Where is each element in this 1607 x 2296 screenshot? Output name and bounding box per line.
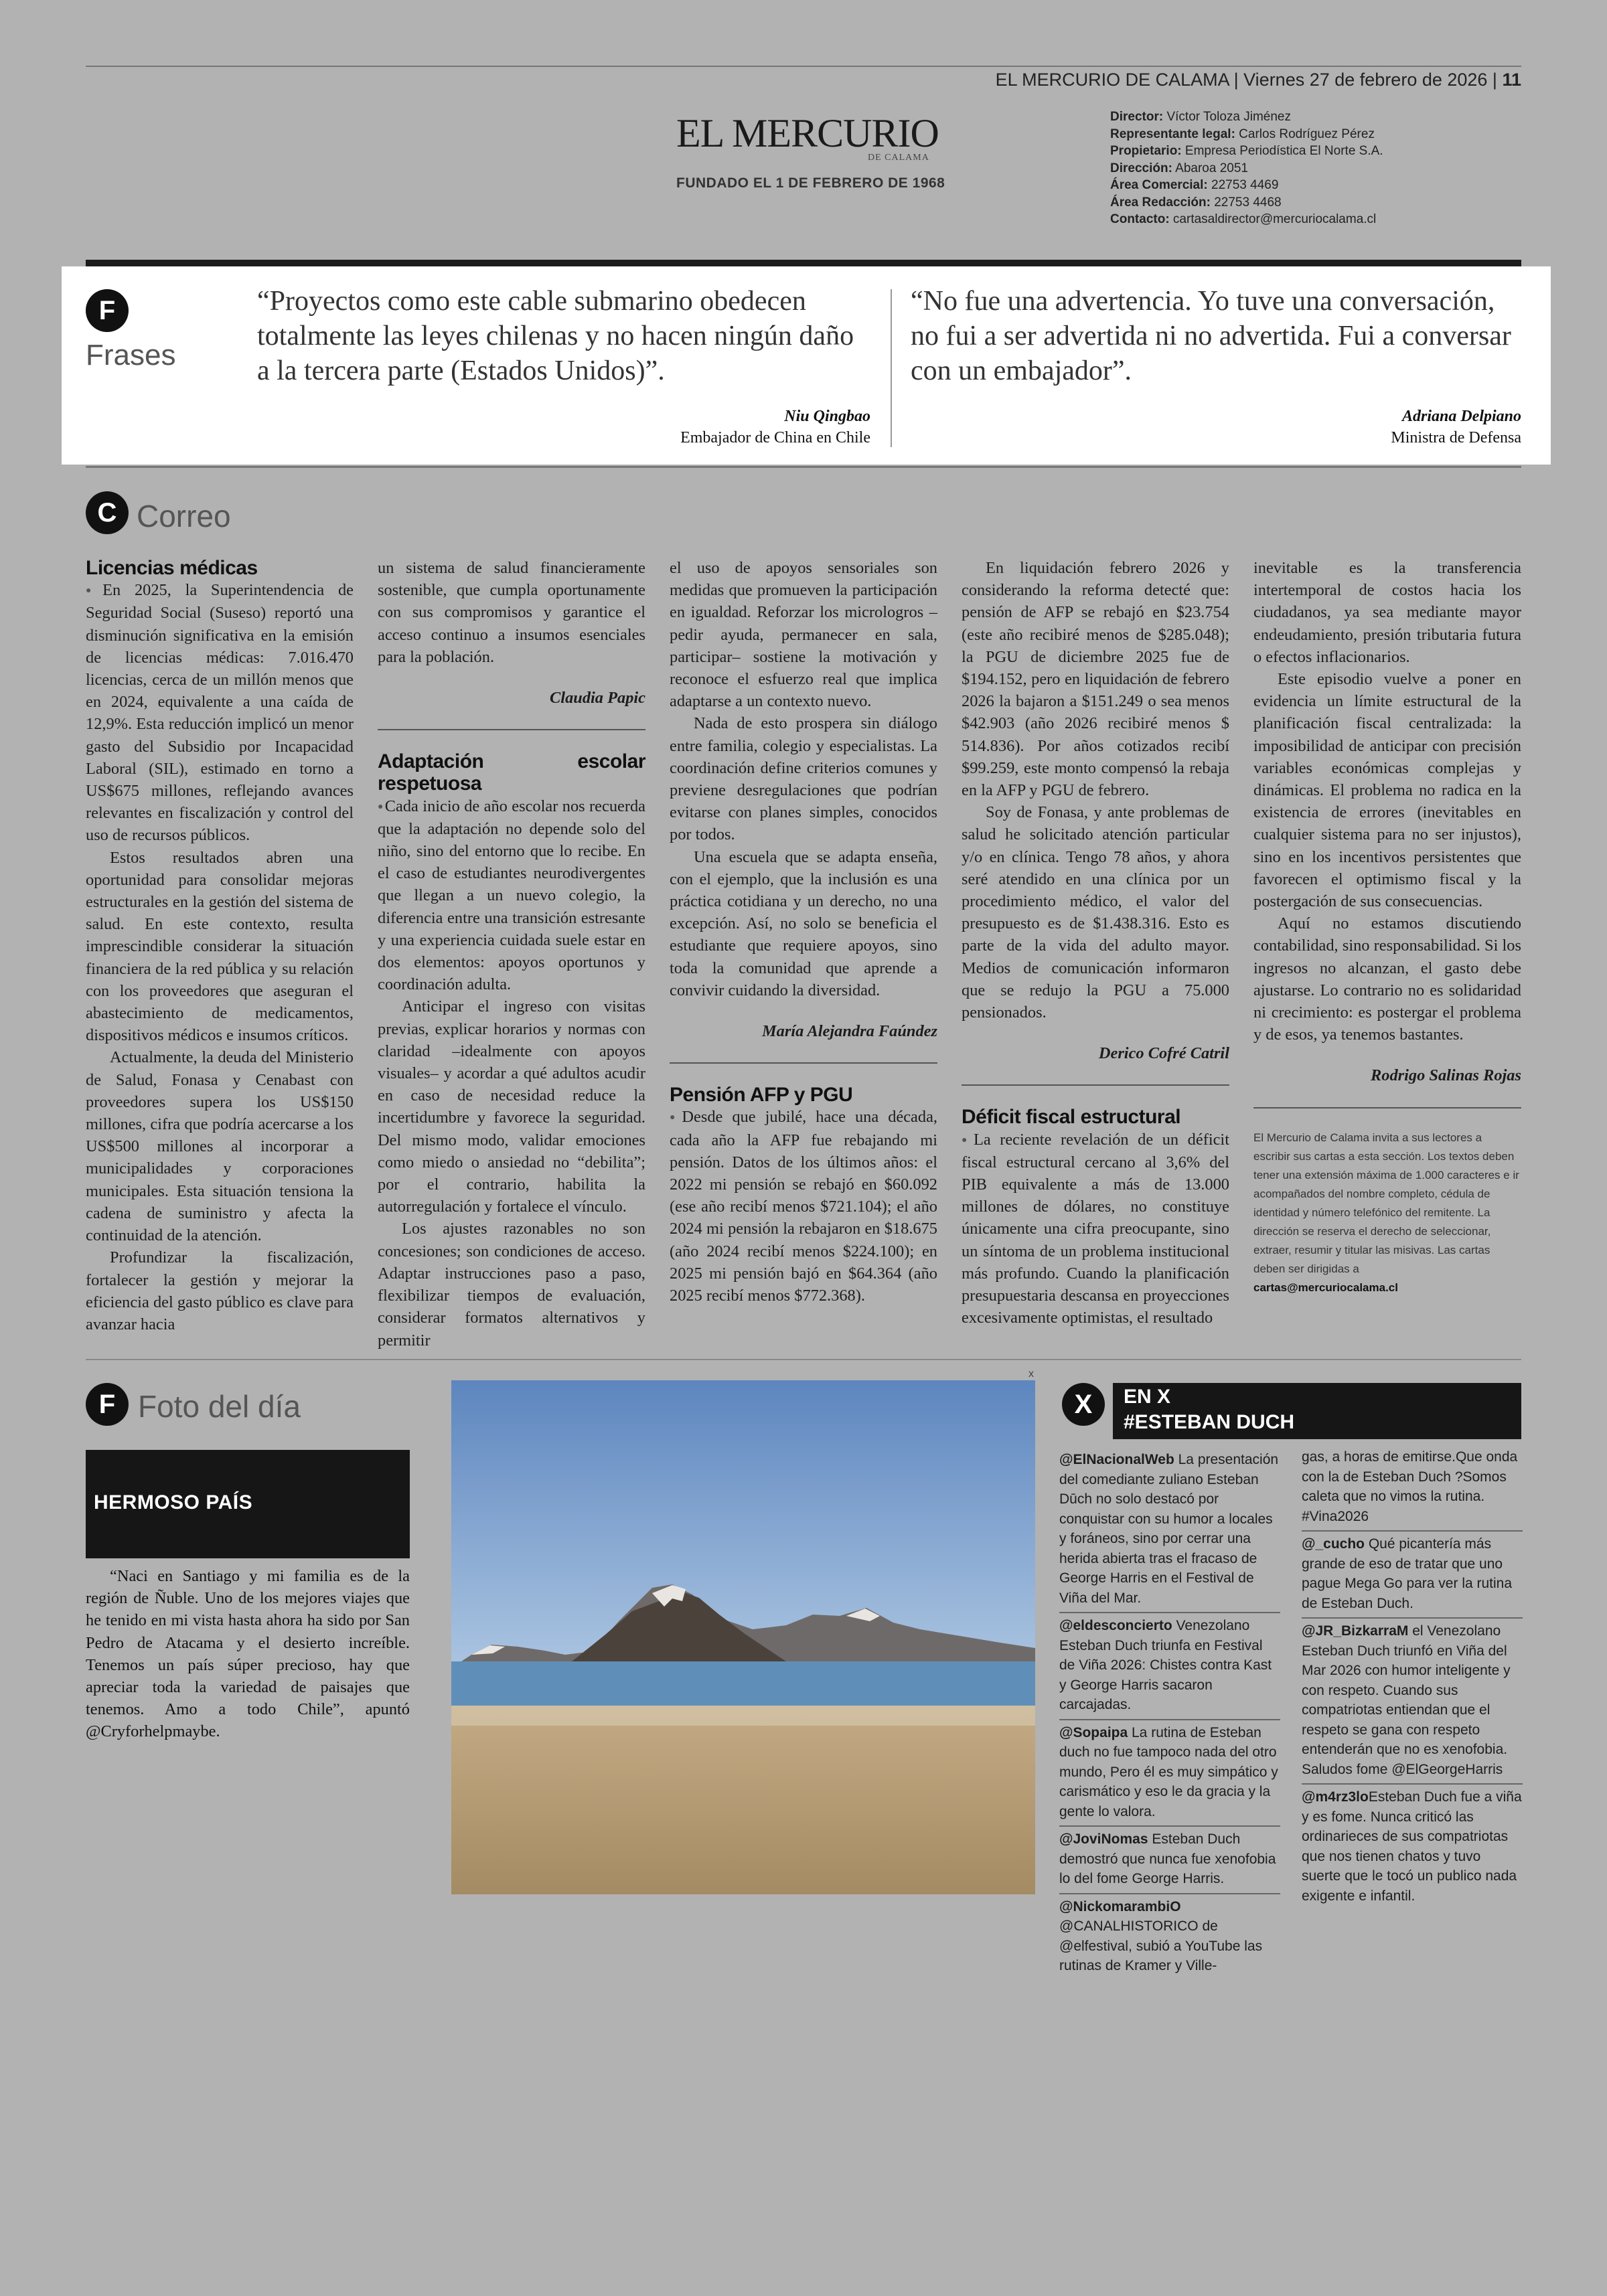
letter-paragraph: Soy de Fonasa, y ante problemas de salud he solicitado atención particular y/o en clínica. Tengo 78 años, y ahora seré atendido en una clínica por un procedimiento médico, el valor del presupuesto es de $1.438.316. Esto es parte de la vida del adulto mayor. Medios de comunicación informaron que se redujo la PGU a 75.000 pensionados. [962, 803, 1229, 1022]
x-post-handle: @JoviNomas [1059, 1831, 1148, 1847]
letter-paragraph: el uso de apoyos sensoriales son medidas que promueven la participación en igualdad. Reforzar los micrologros –pedir ayuda, permanecer en sala, participar– sostiene la motivación y reconoce el esfuerzo real que implica adaptarse a un contexto nuevo. [670, 559, 937, 711]
letter-paragraph: un sistema de salud financieramente sostenible, que cumpla oportunamente con sus compromisos y garantice el acceso continuo a insumos esenciales para la población. [378, 559, 645, 666]
letter-separator [378, 729, 645, 730]
photo-landscape [451, 1380, 1035, 1894]
letter-heading-licencias: Licencias médicas [86, 557, 258, 579]
x-post-handle: @m4rz3lo [1302, 1789, 1369, 1805]
photo-close-mark: x [1028, 1368, 1034, 1380]
x-post: @eldesconcierto Venezolano Esteban Duch triunfa en Festival de Viña 2026: Chistes contra Kast y George Harris sacaron carcajadas. [1059, 1613, 1280, 1720]
letter-separator [962, 1084, 1229, 1086]
correo-bottom-rule [86, 1359, 1521, 1360]
letter-paragraph: ● En 2025, la Superintendencia de Seguridad Social (Suseso) reportó una disminución significativa en la emisión de licencias médicas: 7.016.470 licencias, cerca de un millón menos que en 2024, equivalente a una caída de 12,9%. Esta reducción implicó un menor gasto del Subsidio por Incapacidad Laboral (SIL), estimado en torno a US$675 millones, reflejando avances relevantes en fiscalización y control del uso de recursos públicos. [86, 579, 354, 846]
foto-title: Foto del día [138, 1389, 301, 1424]
masthead-rule [86, 66, 1521, 67]
correo-c-icon: C [86, 491, 129, 534]
foto-caption: “Naci en Santiago y mi familia es de la región de Ñuble. Uno de los mejores viajes que he tenido en mi vista hasta ahora ha sido por San Pedro de Atacama y el desierto increíble. Tenemos un país súper precioso, hay que apreciar toda la variedad de paisajes que tenemos. Amo a todo Chile”, apuntó @Cryforhelpmaybe. [86, 1567, 410, 1741]
photo-shore [451, 1706, 1035, 1726]
quote-1: “Proyectos como este cable submarino obedecen totalmente las leyes chilenas y no hacen ningún daño a la tercera parte (Estados Unidos)”. [257, 286, 854, 386]
letter-paragraph: Actualmente, la deuda del Ministerio de Salud, Fonasa y Cenabast con proveedores supera los US$150 millones, cifra que podría acercarse a los US$500 millones al incorporar a municipalidades y corporaciones municipales. Esta situación tensiona la cadena de suministro y afecta la continuidad de la atención. [86, 1048, 354, 1245]
letter-signature: Claudia Papic [550, 689, 645, 708]
founded-line: FUNDADO EL 1 DE FEBRERO DE 1968 [676, 175, 945, 191]
letter-paragraph: ● La reciente revelación de un déficit fiscal estructural cercano al 3,6% del PIB equivalente a más de 13.000 millones de dólares, no constituye únicamente una cifra preocupante, sino un síntoma de un problema institucional más profundo. Cuando la planificación presupuestaria descansa en proyecciones excesivamente optimistas, el resultado [962, 1129, 1229, 1329]
x-post: @JoviNomas Esteban Duch demostró que nunca fue xenofobia lo del fome George Harris. [1059, 1827, 1280, 1894]
correo-column-4 [962, 557, 1229, 1329]
correo-column-1 [86, 557, 354, 1335]
x-post: gas, a horas de emitirse.Que onda con la de Esteban Duch ?Somos caleta que no vimos la rutina. #Vina2026 [1302, 1445, 1523, 1532]
letter-paragraph: inevitable es la transferencia intertemporal de costos hacia los ciudadanos, ya sea mediante mayor endeudamiento, presión tributaria futura o efectos inflacionarios. [1253, 559, 1521, 666]
photo-sky [451, 1380, 1035, 1661]
x-post-handle: @ElNacionalWeb [1059, 1452, 1174, 1467]
staff-newsroom: Área Redacción: 22753 4468 [1110, 195, 1282, 210]
letters-email: cartas@mercuriocalama.cl [1253, 1281, 1398, 1294]
x-post: @Sopaipa La rutina de Esteban duch no fue tampoco nada del otro mundo, Pero él es muy simpático y carismático y eso le da gracia y la gente lo valora. [1059, 1720, 1280, 1827]
x-post: @m4rz3loEsteban Duch fue a viña y es fome. Nunca criticó las ordinarieces de sus compatriotas que nos tienen chatos y tuvo suerte que le tocó un publico nada exigente e infantil. [1302, 1789, 1522, 1904]
page-number: 11 [1502, 70, 1521, 90]
newspaper-logo-sub: DE CALAMA [868, 153, 929, 163]
letter-paragraph: ● Desde que jubilé, hace una década, cada año la AFP fue rebajando mi pensión. Datos de los últimos años: el 2022 mi pensión se rebajó en $60.092 (ese año recibí menos $721.104); el año 2024 mi pensión la rebajaron en $18.675 (año 2024 recibí menos $224.100); en 2025 mi pensión bajó en $64.364 (año 2025 recibí menos $772.368). [670, 1106, 937, 1307]
letter-paragraph: Los ajustes razonables no son concesiones; son condiciones de acceso. Adaptar instrucciones paso a paso, flexibilizar tiempos de evaluación, considerar formatos alternativos y permitir [378, 1220, 645, 1349]
letter-paragraph: Una escuela que se adapta enseña, con el ejemplo, que la inclusión es una práctica cotidiana y un derecho, no una excepción. Así, no solo se beneficia el estudiante que requiere apoyos, sino toda la comunidad que aprende a convivir cuidando la diversidad. [670, 847, 937, 999]
letter-heading-pension: Pensión AFP y PGU [670, 1084, 853, 1106]
newspaper-logo: EL MERCURIO [676, 111, 939, 155]
letter-paragraph: Este episodio vuelve a poner en evidencia un límite estructural de la planificación fiscal centralizada: la imposibilidad de anticipar con precisión variables económicas complejas y dinámicas. El problema no radica en la existencia de errores (inevitables en cualquier sistema para no ser injustos), sino en los incentivos persistentes que favorecen el optimismo fiscal y la postergación de sus consecuencias. [1253, 670, 1521, 911]
x-post: @_cucho Qué picantería más grande de eso de tratar que uno pague Mega Go para ver la rutina de Esteban Duch. [1302, 1532, 1523, 1619]
x-post-handle: @eldesconcierto [1059, 1618, 1172, 1633]
x-post-handle: @NickomarambiO [1059, 1898, 1181, 1914]
correo-title: Correo [137, 499, 231, 534]
staff-owner: Propietario: Empresa Periodística El Norte S.A. [1110, 144, 1383, 158]
quote-2-author [1178, 406, 1521, 448]
staff-commercial: Área Comercial: 22753 4469 [1110, 178, 1279, 192]
enx-column-2 [1302, 1445, 1523, 1910]
x-post: @ElNacionalWeb La presentación del comediante zuliano Esteban Dūch no solo destacó por conquistar con su humor a locales y foráneos, sino por cerrar una herida abierta tras el fracaso de George Harris en el Festival de Viña del Mar. [1059, 1447, 1280, 1613]
frases-top-bar [86, 260, 1521, 266]
correo-column-3 [670, 557, 937, 1307]
x-logo-icon: X [1062, 1383, 1105, 1426]
staff-director: Director: Víctor Toloza Jiménez [1110, 110, 1291, 124]
letter-paragraph: Profundizar la fiscalización, fortalecer la gestión y mejorar la eficiencia del gasto público es clave para avanzar hacia [86, 1248, 354, 1333]
letter-separator [670, 1062, 937, 1064]
edition-date: | Viernes 27 de febrero de 2026 | [1229, 70, 1503, 90]
staff-contact: Contacto: cartasaldirector@mercuriocalama.cl [1110, 212, 1377, 226]
letters-invitation: El Mercurio de Calama invita a sus lectores a escribir sus cartas a esta sección. Los textos deben tener una extensión máxima de 1.000 caracteres e ir acompañados del nombre completo, cédula de identidad y número telefónico del remitente. La dirección se reserva el derecho de seleccionar, extraer, resumir y titular las misivas. Las cartas deben ser dirigidas a cartas@mercuriocalama.cl [1253, 1131, 1519, 1294]
frases-title: Frases [86, 339, 176, 372]
letter-signature: Rodrigo Salinas Rojas [1370, 1066, 1521, 1085]
letter-paragraph: En liquidación febrero 2026 y considerando la reforma detecté que: pensión de AFP se rebajó en $23.754 (este año recibiré menos de $285.048); la PGU de diciembre 2025 fue de $194.152, pero en liquidación de febrero 2026 la bajaron a $151.249 o sea menos $42.903 (año 2026 recibiré menos $ 514.836). Por años cotizados recibí $99.259, este monto compensó la rebaja en la AFP y PGU de febrero. [962, 559, 1229, 800]
quote-2-role: Ministra de Defensa [1391, 429, 1521, 446]
x-post-handle: @Sopaipa [1059, 1724, 1128, 1740]
x-post-handle: @JR_BizkarraM [1302, 1623, 1409, 1639]
x-post-handle: @_cucho [1302, 1536, 1365, 1552]
staff-legal-rep: Representante legal: Carlos Rodríguez Pérez [1110, 127, 1375, 141]
frases-divider [891, 289, 892, 447]
quote-1-role: Embajador de China en Chile [680, 429, 870, 446]
letter-paragraph: Anticipar el ingreso con visitas previas, explicar horarios y normas con claridad –idealmente con apoyos visuales– y acordar a qué adultos acudir en caso de necesidad reduce la incertidumbre y favorece la seguridad. Del mismo modo, validar emociones como miedo o ansiedad no “debilita”; por el contrario, habilita la autorregulación y fortalece el vínculo. [378, 997, 645, 1216]
letter-heading-adaptacion: Adaptación escolar respetuosa [378, 750, 645, 795]
x-post: @NickomarambiO @CANALHISTORICO de @elfestival, subió a YouTube las rutinas de Kramer y Ville- [1059, 1898, 1263, 1973]
x-post: @JR_BizkarraM el Venezolano Esteban Duch triunfó en Viña del Mar 2026 con humor inteligente y con respeto. Cuando sus compatriotas entiendan que el respeto se gana con respeto entenderán que no es xenofobia. Saludos fome @ElGeorgeHarris [1302, 1619, 1523, 1785]
frases-f-icon: F [86, 289, 129, 332]
edition-paper: EL MERCURIO DE CALAMA [995, 70, 1229, 90]
frases-bottom-rule [86, 466, 1521, 468]
photo-ground [451, 1706, 1035, 1894]
letter-paragraph: Aquí no estamos discutiendo contabilidad, sino responsabilidad. Si los ingresos no alcanzan, el gasto debe ajustarse. Lo contrario no es solidaridad ni crecimiento: es postergar el problema y de esos, ya tenemos bastantes. [1253, 914, 1521, 1044]
foto-f-icon: F [86, 1383, 129, 1426]
staff-address: Dirección: Abaroa 2051 [1110, 161, 1248, 175]
foto-label: HERMOSO PAÍS [94, 1491, 253, 1513]
letter-paragraph: Nada de esto prospera sin diálogo entre familia, colegio y especialistas. La coordinación define criterios comunes y previene desregulaciones que podrían evitarse con planes simples, conocidos por todos. [670, 714, 937, 844]
quote-2-name: Adriana Delpiano [1401, 408, 1521, 425]
letter-paragraph: ● Cada inicio de año escolar nos recuerda que la adaptación no depende solo del niño, sino del entorno que lo recibe. En el caso de estudiantes neurodivergentes que llegan a un nuevo colegio, la diferencia entre una transición estresante y una experiencia cuidada suele estar en dos elementos: apoyos oportunos y coordinación adulta. [378, 795, 645, 996]
quote-1-name: Niu Qingbao [784, 408, 870, 425]
letter-paragraph: Estos resultados abren una oportunidad para consolidar mejoras estructurales en la gestión del sistema de salud. En este contexto, resulta imprescindible considerar la situación financiera de la red pública y su relación con los proveedores que aseguran el abastecimiento de medicamentos, dispositivos médicos e insumos críticos. [86, 848, 354, 1045]
enx-column-1 [1059, 1447, 1280, 1980]
photo-lake [451, 1661, 1035, 1707]
staff-box [1110, 108, 1383, 228]
correo-column-5 [1253, 557, 1521, 1297]
letter-separator [1253, 1107, 1521, 1109]
correo-column-2 [378, 557, 645, 1351]
enx-hashtag: #ESTEBAN DUCH [1124, 1411, 1295, 1433]
edition-line [996, 70, 1521, 90]
letter-heading-deficit: Déficit fiscal estructural [962, 1106, 1181, 1129]
letter-signature: María Alejandra Faúndez [761, 1022, 937, 1041]
quote-2: “No fue una advertencia. Yo tuve una conversación, no fui a ser advertida ni no advertida. Fui a conversar con un embajador”. [911, 286, 1511, 386]
quote-1-author [536, 406, 870, 448]
letter-signature: Derico Cofré Catril [1098, 1044, 1229, 1063]
enx-title: EN X [1124, 1386, 1171, 1408]
